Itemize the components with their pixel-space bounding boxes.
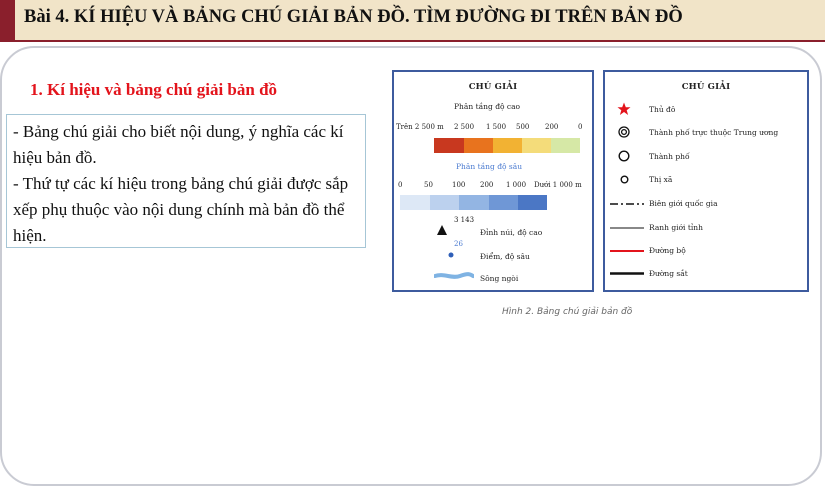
- depth-point-label: Điểm, độ sâu: [480, 252, 530, 261]
- elevation-tick-5: 0: [578, 123, 583, 131]
- elevation-tick-1: 2 500: [454, 123, 475, 131]
- section-heading: 1. Kí hiệu và bảng chú giải bản đồ: [30, 80, 278, 99]
- elevation-tick-3: 500: [516, 123, 530, 131]
- elevation-swatch-3: [522, 138, 551, 153]
- legend-right-heading: CHÚ GIẢI: [681, 82, 731, 92]
- depth-point-icon: [448, 252, 454, 258]
- elevation-title: Phân tầng độ cao: [454, 102, 521, 111]
- elevation-swatch-1: [464, 138, 493, 153]
- peak-label: Đỉnh núi, độ cao: [480, 228, 543, 237]
- double-circle-icon: [618, 126, 630, 138]
- small-circle-icon: [620, 175, 629, 184]
- elevation-swatch-2: [493, 138, 522, 153]
- thick-line-icon: [609, 271, 645, 276]
- banner-accent: [0, 0, 15, 40]
- depth-swatch-2: [459, 195, 489, 210]
- peak-icon: [436, 224, 448, 236]
- depth-tick-1: 50: [424, 181, 433, 189]
- town-label: Thị xã: [649, 175, 673, 184]
- elevation-swatch-4: [551, 138, 580, 153]
- railway-label: Đường sắt: [649, 269, 688, 278]
- figure-caption: Hình 2. Bảng chú giải bản đồ: [502, 307, 633, 317]
- central-city-label: Thành phố trực thuộc Trung ương: [649, 128, 779, 137]
- page-title: Bài 4. KÍ HIỆU VÀ BẢNG CHÚ GIẢI BẢN ĐỒ. TÌM ĐƯỜNG ĐI TRÊN BẢN ĐỒ: [24, 7, 683, 27]
- depth-tick-0: 0: [398, 181, 403, 189]
- depth-swatch-3: [489, 195, 518, 210]
- depth-swatch-1: [430, 195, 459, 210]
- elevation-tick-4: 200: [545, 123, 559, 131]
- circle-icon: [618, 150, 630, 162]
- legend-panel-right: [603, 70, 809, 292]
- banner-divider: [0, 40, 825, 42]
- paragraph-2: - Thứ tự các kí hiệu trong bảng chú giải được sắp xếp phụ thuộc vào nội dung chính mà bản đồ thể hiện.: [13, 174, 349, 245]
- depth-swatch-0: [400, 195, 430, 210]
- peak-value: 3 143: [454, 216, 475, 224]
- legend-left-heading: CHÚ GIẢI: [468, 82, 518, 92]
- elevation-swatch-0: [434, 138, 464, 153]
- star-icon: [617, 102, 631, 116]
- province-border-label: Ranh giới tỉnh: [649, 223, 703, 232]
- city-label: Thành phố: [649, 152, 690, 161]
- depth-title: Phân tầng độ sâu: [456, 162, 523, 171]
- dash-dot-line-icon: [609, 201, 645, 207]
- capital-label: Thủ đô: [649, 105, 676, 114]
- paragraph-1: - Bảng chú giải cho biết nội dung, ý nghĩa các kí hiệu bản đồ.: [13, 122, 344, 167]
- depth-swatch-4: [518, 195, 547, 210]
- depth-tick-3: 200: [480, 181, 494, 189]
- legend-panel-left: [392, 70, 594, 292]
- text-box: [6, 114, 366, 248]
- elevation-tick-0: Trên 2 500 m: [396, 123, 444, 131]
- depth-tick-4: 1 000: [506, 181, 527, 189]
- red-line-icon: [609, 249, 645, 253]
- river-label: Sông ngòi: [480, 274, 519, 283]
- road-label: Đường bộ: [649, 246, 686, 255]
- depth-tick-5: Dưới 1 000 m: [534, 181, 582, 189]
- border-label: Biên giới quốc gia: [649, 199, 718, 208]
- river-icon: [434, 271, 474, 281]
- depth-point-value: 26: [454, 240, 463, 248]
- thin-line-icon: [609, 226, 645, 230]
- elevation-tick-2: 1 500: [486, 123, 507, 131]
- depth-tick-2: 100: [452, 181, 466, 189]
